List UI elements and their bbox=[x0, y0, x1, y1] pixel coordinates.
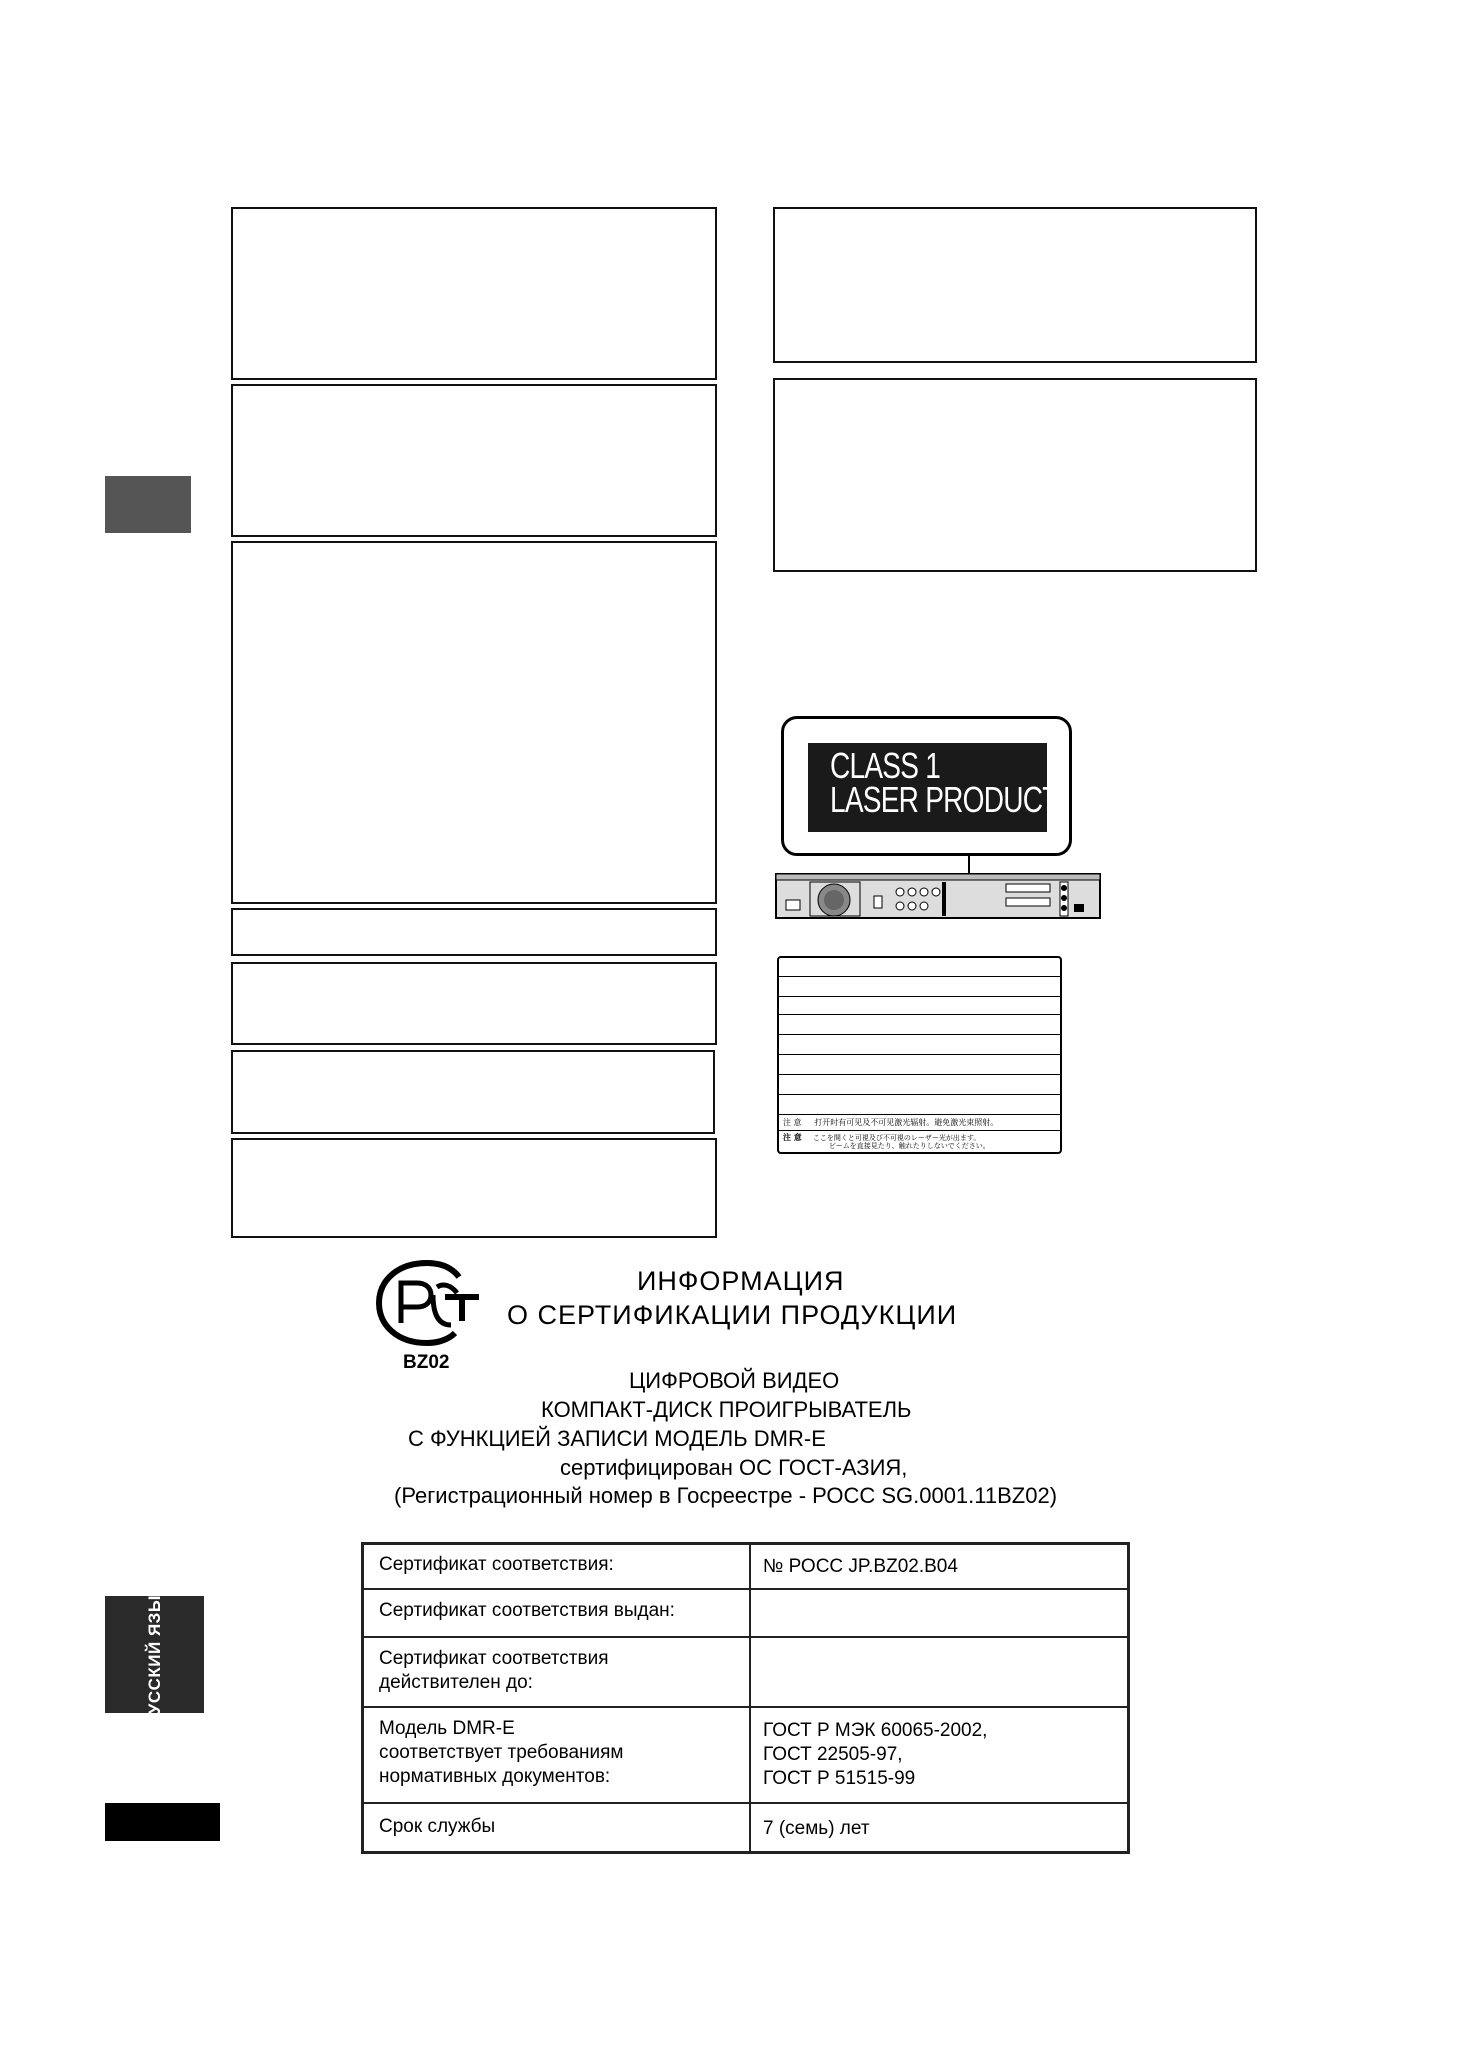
device-rear-panel-illustration bbox=[774, 868, 1104, 924]
section-tab bbox=[105, 476, 191, 533]
page-number-tab bbox=[105, 1803, 220, 1841]
warning-tag-1: 注 意 bbox=[783, 1118, 802, 1127]
warning-row-japanese bbox=[783, 1134, 990, 1150]
logo-caption: BZ02 bbox=[403, 1352, 450, 1373]
table-cell-label: Срок службы bbox=[379, 1816, 496, 1837]
empty-box-left-5 bbox=[231, 962, 717, 1045]
cert-line-3: С ФУНКЦИЕЙ ЗАПИСИ МОДЕЛЬ DMR-E bbox=[408, 1426, 826, 1451]
empty-box-right-2 bbox=[773, 378, 1257, 572]
cert-line-2: КОМПАКТ-ДИСК ПРОИГРЫВАТЕЛЬ bbox=[541, 1397, 912, 1422]
warning-text-1: 打开时有可见及不可见激光辐射。避免激光束照射。 bbox=[814, 1118, 999, 1127]
table-cell-value: 7 (семь) лет bbox=[763, 1818, 870, 1839]
laser-class-label bbox=[781, 716, 1072, 856]
empty-box-left-4 bbox=[231, 908, 717, 956]
table-cell-label: Модель DMR-E соответствует требованиям нормативных документов: bbox=[379, 1718, 624, 1787]
cert-line-1: ЦИФРОВОЙ ВИДЕО bbox=[629, 1368, 840, 1393]
cert-line-5: (Регистрационный номер в Госреестре - РОСС SG.0001.11BZ02) bbox=[394, 1483, 1058, 1508]
empty-box-left-7 bbox=[231, 1138, 717, 1238]
cert-line-4: сертифицирован ОС ГОСТ-АЗИЯ, bbox=[560, 1455, 908, 1480]
table-divider bbox=[749, 1545, 751, 1851]
warning-text-2b: ビームを直接見たり、触れたりしないでください。 bbox=[829, 1142, 990, 1150]
language-tab bbox=[105, 1583, 204, 1726]
warning-row-chinese bbox=[783, 1118, 998, 1127]
table-cell-label: Сертификат соответствия действителен до: bbox=[379, 1648, 609, 1693]
empty-box-left-1 bbox=[231, 207, 717, 380]
cert-heading-1: ИНФОРМАЦИЯ bbox=[637, 1266, 845, 1296]
language-tab-label: РУССКИЙ ЯЗЫК bbox=[144, 1583, 164, 1726]
empty-box-left-2 bbox=[231, 384, 717, 537]
table-cell-label: Сертификат соответствия: bbox=[379, 1554, 614, 1575]
laser-product-text: LASER PRODUCT bbox=[830, 779, 1059, 820]
empty-box-right-1 bbox=[773, 207, 1257, 363]
rst-certification-logo bbox=[375, 1257, 485, 1349]
certification-table bbox=[361, 1542, 1130, 1854]
table-cell-label: Сертификат соответствия выдан: bbox=[379, 1600, 675, 1621]
empty-box-left-3 bbox=[231, 541, 717, 904]
table-cell-value: ГОСТ Р МЭК 60065-2002, ГОСТ 22505-97, ГОСТ Р 51515-99 bbox=[763, 1720, 988, 1789]
laser-class-text: CLASS 1 bbox=[830, 745, 941, 786]
laser-warning-label bbox=[777, 956, 1062, 1154]
empty-box-left-6 bbox=[231, 1050, 715, 1134]
table-cell-value: № РОСС JP.BZ02.B04 bbox=[763, 1556, 958, 1577]
warning-text-2a: ここを開くと可視及び不可視のレーザー光が出ます。 bbox=[812, 1134, 981, 1142]
cert-heading-2: О СЕРТИФИКАЦИИ ПРОДУКЦИИ bbox=[507, 1300, 958, 1330]
warning-tag-2: 注 意 bbox=[783, 1133, 802, 1142]
laser-label-plate bbox=[808, 743, 1059, 832]
